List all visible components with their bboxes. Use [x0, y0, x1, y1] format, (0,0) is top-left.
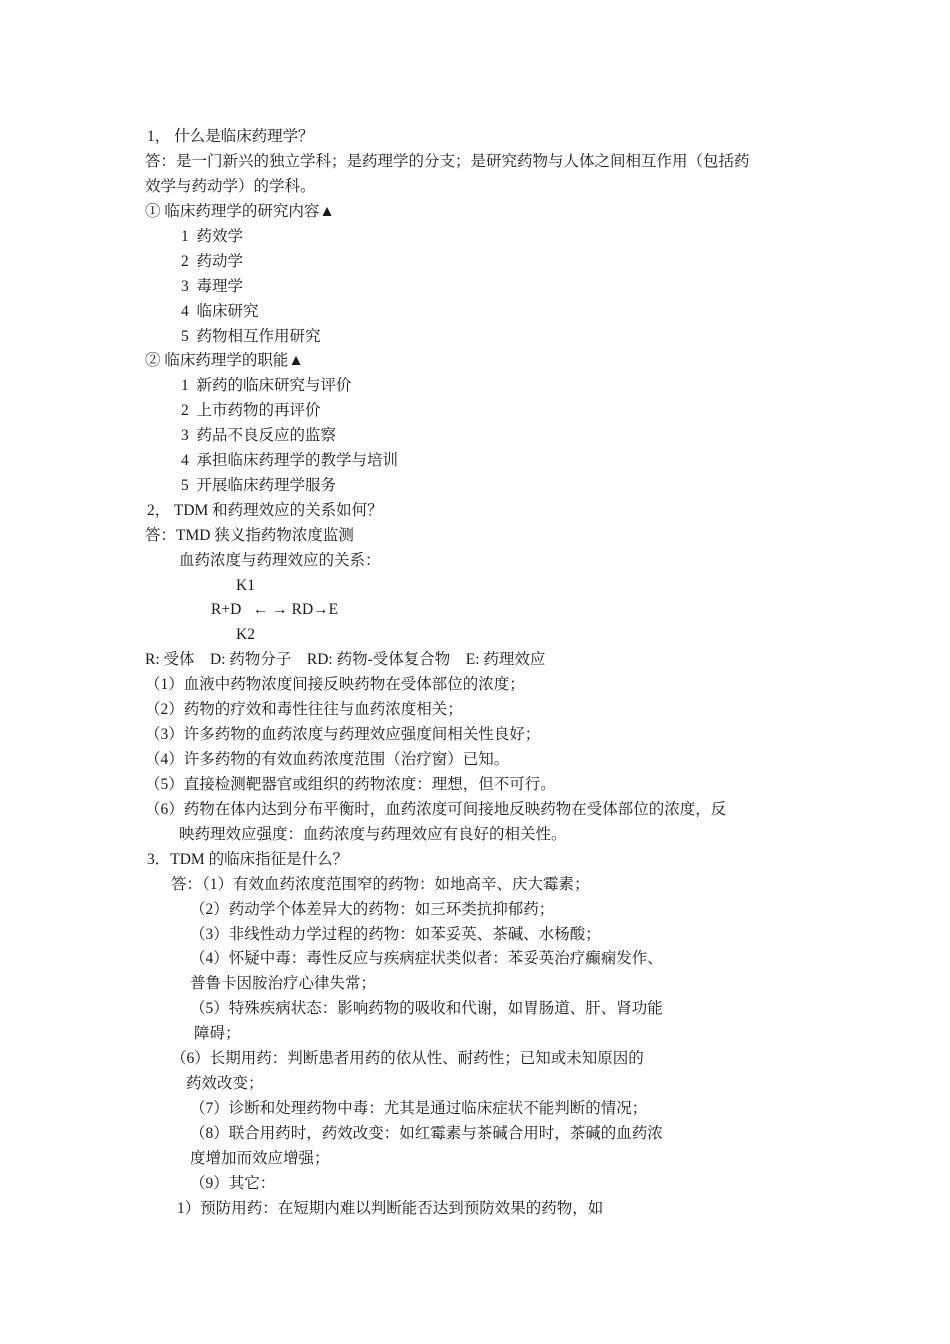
- research-content-heading: ① 临床药理学的研究内容▲: [145, 203, 335, 220]
- list-item-continuation: 普鲁卡因胺治疗心律失常；: [190, 975, 377, 992]
- list-item-continuation: 映药理效应强度：血药浓度与药理效应有良好的相关性。: [179, 826, 567, 843]
- list-item: （3）许多药物的血药浓度与药理效应强度间相关性良好；: [145, 726, 541, 743]
- list-item: （6）药物在体内达到分布平衡时，血药浓度可间接地反映药物在受体部位的浓度，反: [145, 801, 727, 818]
- list-item: 5 药物相互作用研究: [181, 328, 321, 345]
- rate-constant-k1: K1: [236, 577, 255, 594]
- list-item: （2）药动学个体差异大的药物：如三环类抗抑郁药；: [190, 901, 555, 918]
- binding-equation: R+D ← → RD→E: [211, 601, 339, 618]
- list-item: （7）诊断和处理药物中毒：尤其是通过临床症状不能判断的情况；: [190, 1100, 648, 1117]
- answer-2-line: 答：TMD 狭义指药物浓度监测: [145, 527, 354, 544]
- list-item: 4 临床研究: [181, 303, 259, 320]
- list-item: 2 药动学: [181, 253, 244, 270]
- list-item: （3）非线性动力学过程的药物：如苯妥英、茶碱、水杨酸；: [190, 926, 601, 943]
- answer-1-line-1: 答：是一门新兴的独立学科；是药理学的分支；是研究药物与人体之间相互作用（包括药: [145, 153, 750, 170]
- list-item: 3 毒理学: [181, 278, 244, 295]
- list-item: 2 上市药物的再评价: [181, 402, 321, 419]
- sub-list-item: 1）预防用药：在短期内难以判断能否达到预防效果的药物，如: [177, 1200, 604, 1217]
- list-item-continuation: 药效改变；: [186, 1075, 264, 1092]
- list-item: （2）药物的疗效和毒性往往与血药浓度相关；: [145, 701, 463, 718]
- list-item: 3 药品不良反应的监察: [181, 427, 337, 444]
- list-item-continuation: 障碍；: [194, 1025, 241, 1042]
- list-item: （5）特殊疾病状态：影响药物的吸收和代谢，如胃肠道、肝、肾功能: [190, 1000, 663, 1017]
- list-item: （1）血液中药物浓度间接反映药物在受体部位的浓度；: [145, 676, 525, 693]
- list-item: （4）怀疑中毒：毒性反应与疾病症状类似者：苯妥英治疗癫痫发作、: [190, 950, 663, 967]
- list-item: 4 承担临床药理学的教学与培训: [181, 452, 399, 469]
- question-3-heading: 3．TDM 的临床指征是什么？: [147, 851, 349, 868]
- list-item-continuation: 度增加而效应增强；: [190, 1150, 330, 1167]
- list-item: （5）直接检测靶器官或组织的药物浓度：理想，但不可行。: [145, 776, 556, 793]
- functions-heading: ② 临床药理学的职能▲: [145, 352, 304, 369]
- list-item: （8）联合用药时，药效改变：如红霉素与茶碱合用时，茶碱的血药浓: [190, 1125, 663, 1142]
- list-item: 5 开展临床药理学服务: [181, 477, 337, 494]
- question-1-heading: 1， 什么是临床药理学？: [147, 128, 314, 145]
- relation-intro: 血药浓度与药理效应的关系：: [179, 552, 381, 569]
- list-item: （4）许多药物的有效血药浓度范围（治疗窗）已知。: [145, 751, 510, 768]
- equation-legend: R: 受体 D: 药物分子 RD: 药物-受体复合物 E: 药理效应: [145, 651, 546, 668]
- answer-1-line-2: 效学与药动学）的学科。: [145, 178, 316, 195]
- list-item: 1 新药的临床研究与评价: [181, 377, 352, 394]
- answer-3-line: 答：（1）有效血药浓度范围窄的药物：如地高辛、庆大霉素；: [171, 876, 590, 893]
- list-item: （6）长期用药：判断患者用药的依从性、耐药性；已知或未知原因的: [171, 1050, 644, 1067]
- list-item: （9）其它：: [190, 1175, 276, 1192]
- list-item: 1 药效学: [181, 228, 244, 245]
- rate-constant-k2: K2: [236, 626, 255, 643]
- question-2-heading: 2， TDM 和药理效应的关系如何？: [147, 502, 383, 519]
